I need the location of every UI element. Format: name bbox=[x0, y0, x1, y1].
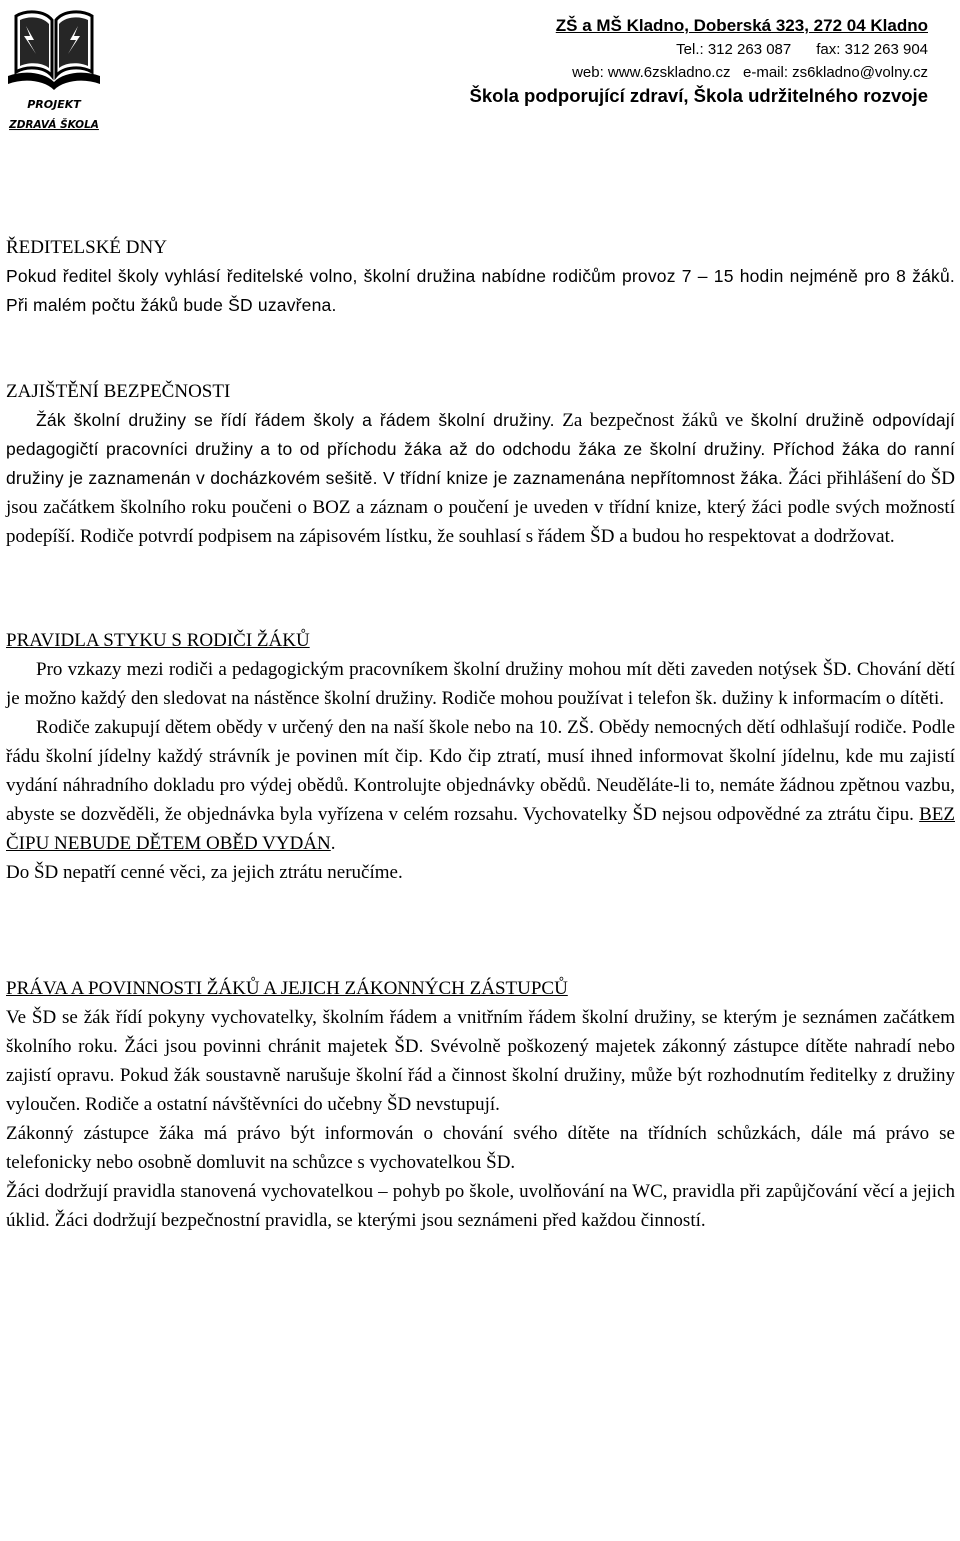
school-motto: Škola podporující zdraví, Škola udržitelného rozvoje bbox=[469, 85, 928, 106]
section-title-styk-s-rodici: PRAVIDLA STYKU S RODIČI ŽÁKŮ bbox=[6, 630, 310, 651]
bezpecnost-text-f: Rodiče potvrdí podpisem na zápisovém lístku, že souhlasí s řádem ŠD a budou ho respektovat a dodržovat. bbox=[75, 526, 895, 547]
styk-paragraph-2-end: . bbox=[330, 833, 336, 854]
prava-paragraph-3: Žáci dodržují pravidla stanovená vychovatelkou – pohyb po škole, uvolňování na WC, pravidla při zapůjčování věcí a jejich úklid. Žáci dodržují bezpečnostní pravidla, se kterými jsou seznámeni před každou činností. bbox=[6, 1181, 955, 1231]
bezpecnost-text-e: Žáci přihlášení do ŠD jsou začátkem školního roku poučeni o BOZ a záznam o poučení je uveden v třídní knize, který žáci podle svých možností podepíší. bbox=[6, 468, 955, 547]
styk-warning-underlined: BEZ ČIPU NEBUDE DĚTEM OBĚD VYDÁN bbox=[6, 804, 955, 854]
bezpecnost-text-b: Za bezpečnost žáků ve bbox=[554, 410, 751, 431]
section-title-reditelske-dny: ŘEDITELSKÉ DNY bbox=[6, 237, 167, 258]
section-bezpecnost bbox=[6, 377, 955, 551]
styk-paragraph-3: Do ŠD nepatří cenné věci, za jejich ztrátu neručíme. bbox=[6, 862, 403, 883]
contact-web-email: web: www.6zskladno.cz e-mail: zs6kladno@volny.cz bbox=[572, 64, 928, 81]
prava-paragraph-1: Ve ŠD se žák řídí pokyny vychovatelky, školním řádem a vnitřním řádem školní družiny, se kterým je seznámen začátkem školního roku. Žáci jsou povinni chránit majetek ŠD. Svévolně poškozený majetek zákonný zástupce dítěte nahradí nebo zajistí opravu. Pokud žák soustavně narušuje školní řád a činnost školní družiny, může být rozhodnutím ředitelky z družiny vyloučen. Rodiče a ostatní návštěvníci do učebny ŠD nevstupují. bbox=[6, 1007, 955, 1115]
section-title-prava-povinnosti: PRÁVA A POVINNOSTI ŽÁKŮ A JEJICH ZÁKONNÝCH ZÁSTUPCŮ bbox=[6, 978, 568, 999]
school-address: ZŠ a MŠ Kladno, Doberská 323, 272 04 Kladno bbox=[555, 16, 928, 35]
document-body bbox=[6, 233, 955, 1235]
section-text-bezpecnost bbox=[6, 406, 955, 551]
styk-paragraph-1: Pro vzkazy mezi rodiči a pedagogickým pracovníkem školní družiny mohou mít děti zaveden notýsek ŠD. Chování dětí je možno každý den sledovat na nástěnce školní družiny. Rodiče mohou používat i telefon šk. dužiny k informacím o dítěti. bbox=[6, 659, 955, 709]
styk-paragraph-2 bbox=[6, 713, 955, 858]
letterhead bbox=[470, 14, 928, 108]
bezpecnost-text-d: Příchod žáka do ranní družiny je zaznamenán v docházkovém sešitě. V třídní knize je zaznamenána nepřítomnost žáka. bbox=[6, 439, 956, 488]
bezpecnost-text-c: školní družině odpovídají pedagogičtí pracovníci družiny a to od příchodu žáka až do odchodu žáka ze školní družiny. bbox=[6, 410, 955, 459]
bezpecnost-text-a: Žák školní družiny se řídí řádem školy a řádem školní družiny. bbox=[36, 410, 555, 430]
logo-line1: PROJEKT bbox=[27, 98, 81, 111]
styk-paragraph-2-text: Rodiče zakupují dětem obědy v určený den na naší škole nebo na 10. ZŠ. Obědy nemocných dětí odhlašují rodiče. Podle řádu školní jídelny každý strávník je povinen mít čip. Kdo čip ztratí, musí ihned informovat školní jídelnu, kde mu zajistí vydání náhradního dokladu pro výdej obědů. Kontrolujte objednávky obědů. Neuděláte-li to, nemáte žádnou zpětnou vazbu, abyste se dozvěděli, že objednávka byla vyřízena v celém rozsahu. Vychovatelky ŠD nejsou odpovědné za ztrátu čipu. bbox=[6, 717, 955, 825]
section-prava-povinnosti bbox=[6, 974, 955, 1235]
school-logo bbox=[4, 6, 104, 136]
section-reditelske-dny bbox=[6, 233, 955, 320]
section-title-bezpecnost: ZAJIŠTĚNÍ BEZPEČNOSTI bbox=[6, 381, 231, 402]
section-styk-s-rodici bbox=[6, 626, 955, 887]
section-text-reditelske-dny: Pokud ředitel školy vyhlásí ředitelské volno, školní družina nabídne rodičům provoz 7 – 15 hodin nejméně pro 8 žáků. Při malém počtu žáků bude ŠD uzavřena. bbox=[6, 266, 955, 315]
prava-paragraph-2: Zákonný zástupce žáka má právo být informován o chování svého dítěte na třídních schůzkách, dále má právo se telefonicky nebo osobně domluvit na schůzce s vychovatelkou ŠD. bbox=[6, 1123, 955, 1173]
logo-line2: ZDRAVÁ ŠKOLA bbox=[9, 119, 99, 131]
contact-phone-fax: Tel.: 312 263 087 fax: 312 263 904 bbox=[676, 41, 928, 58]
